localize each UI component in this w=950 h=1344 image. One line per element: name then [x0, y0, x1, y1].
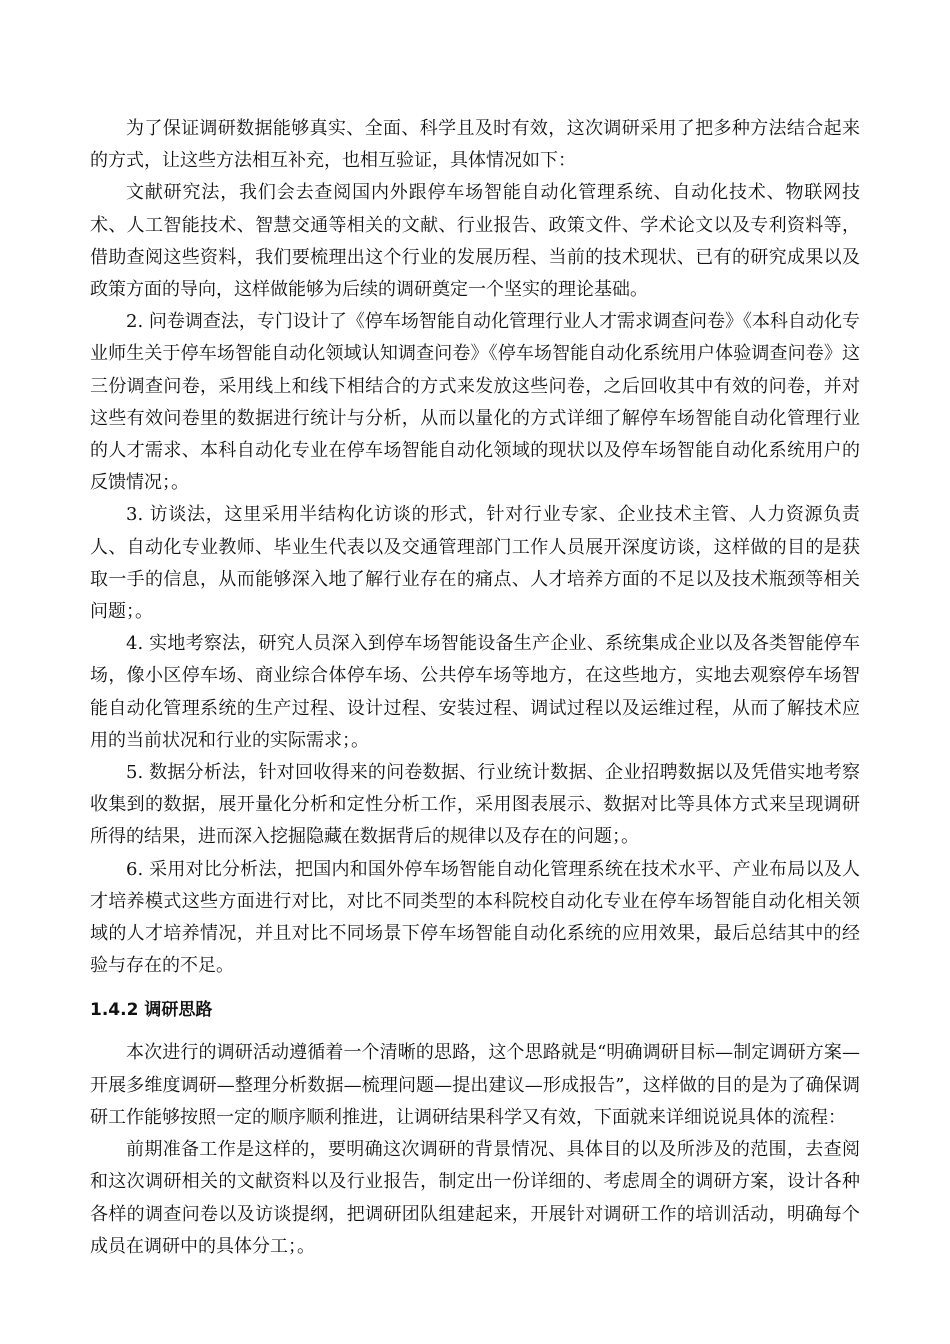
paragraph-interview: 3. 访谈法，这里采用半结构化访谈的形式，针对行业专家、企业技术主管、人力资源负责人、自动化专业教师、毕业生代表以及交通管理部门工作人员展开深度访谈，这样做的目的是获取一手的信息，从而能够深入地了解行业存在的痛点、人才培养方面的不足以及技术瓶颈等相关问题；。	[90, 504, 860, 623]
paragraph-preparation: 前期准备工作是这样的，要明确这次调研的背景情况、具体目的以及所涉及的范围，去查阅和这次调研相关的文献资料以及行业报告，制定出一份详细的、考虑周全的调研方案，设计各种各样的调查问卷以及访谈提纲，把调研团队组建起来，开展针对调研工作的培训活动，明确每个成员在调研中的具体分工；。	[90, 1139, 860, 1257]
paragraph-questionnaire-survey: 2. 问卷调查法，专门设计了《停车场智能自动化管理行业人才需求调查问卷》《本科自动化专业师生关于停车场智能自动化领域认知调查问卷》《停车场智能自动化系统用户体验调查问卷》这三份调查问卷，采用线上和线下相结合的方式来发放这些问卷，之后回收其中有效的问卷，并对这些有效问卷里的数据进行统计与分析，从而以量化的方式详细了解停车场智能自动化管理行业的人才需求、本科自动化专业在停车场智能自动化领域的现状以及停车场智能自动化系统用户的反馈情况；。	[90, 311, 860, 494]
paragraph-field-investigation: 4. 实地考察法，研究人员深入到停车场智能设备生产企业、系统集成企业以及各类智能停车场，像小区停车场、商业综合体停车场、公共停车场等地方，在这些地方，实地去观察停车场智能自动化管理系统的生产过程、设计过程、安装过程、调试过程以及运维过程，从而了解技术应用的当前状况和行业的实际需求；。	[90, 633, 860, 751]
paragraph-literature-research: 文献研究法，我们会去查阅国内外跟停车场智能自动化管理系统、自动化技术、物联网技术、人工智能技术、智慧交通等相关的文献、行业报告、政策文件、学术论文以及专利资料等，借助查阅这些资料，我们要梳理出这个行业的发展历程、当前的技术现状、已有的研究成果以及政策方面的导向，这样做能够为后续的调研奠定一个坚实的理论基础。	[90, 182, 860, 301]
paragraph-methods-intro: 为了保证调研数据能够真实、全面、科学且及时有效，这次调研采用了把多种方法结合起来的方式，让这些方法相互补充，也相互验证，具体情况如下：	[90, 118, 860, 172]
paragraph-research-approach: 本次进行的调研活动遵循着一个清晰的思路，这个思路就是“明确调研目标—制定调研方案—开展多维度调研—整理分析数据—梳理问题—提出建议—形成报告”，这样做的目的是为了确保调研工作能够按照一定的顺序顺利推进，让调研结果科学又有效，下面就来详细说说具体的流程：	[90, 1042, 860, 1128]
paragraph-data-analysis: 5. 数据分析法，针对回收得来的问卷数据、行业统计数据、企业招聘数据以及凭借实地考察收集到的数据，展开量化分析和定性分析工作，采用图表展示、数据对比等具体方式来呈现调研所得的结果，进而深入挖掘隐藏在数据背后的规律以及存在的问题；。	[90, 762, 860, 848]
document-page	[90, 113, 860, 1263]
section-heading: 1.4.2 调研思路	[90, 1000, 213, 1021]
paragraph-comparative-analysis: 6. 采用对比分析法，把国内和国外停车场智能自动化管理系统在技术水平、产业布局以及人才培养模式这些方面进行对比，对比不同类型的本科院校自动化专业在停车场智能自动化相关领域的人才培养情况，并且对比不同场景下停车场智能自动化系统的应用效果，最后总结其中的经验与存在的不足。	[90, 858, 860, 977]
